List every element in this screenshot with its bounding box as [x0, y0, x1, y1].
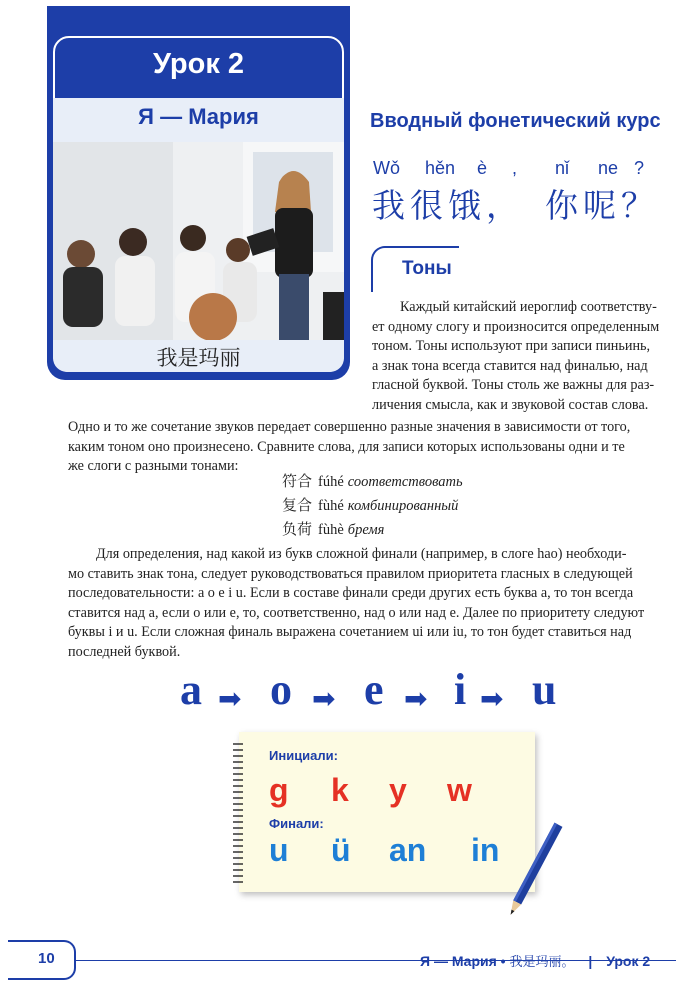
initial-letter: g — [269, 772, 289, 808]
classroom-photo-illustration — [53, 142, 344, 340]
footer-separator: | — [588, 953, 593, 969]
word-hanzi: 符合 — [282, 472, 313, 490]
footer-running-title — [420, 951, 650, 970]
text-line: тоном. Тоны используют при записи пиньинь, — [372, 338, 651, 354]
text-line: ставится над a, если o или e, то, соответственно, над o или над e. Далее по приоритету следуют — [68, 604, 645, 621]
footer-lesson-name: Я — Мария • — [420, 953, 506, 969]
lesson-photo — [53, 142, 344, 340]
footer-lesson-chinese: 我是玛丽。 — [509, 955, 575, 970]
hanzi-character: ？ — [621, 186, 654, 225]
text-line: последовательности: a o e i u. Если в составе финали среди других есть буква a, то тон всегда — [68, 585, 634, 601]
word-translation: бремя — [347, 522, 385, 538]
arrow-right-icon: ➡ — [480, 682, 504, 715]
word-pinyin: fùhé — [318, 498, 344, 514]
word-example — [282, 470, 463, 491]
lesson-card — [47, 6, 350, 380]
word-pinyin: fúhé — [318, 474, 344, 490]
footer-lesson-label: Урок 2 — [606, 953, 651, 969]
text-line: личения смысла, как и звуковой состав слова. — [372, 396, 649, 413]
arrow-right-icon: ➡ — [404, 682, 428, 715]
vowel-letter: a — [180, 665, 202, 714]
final-letter: an — [389, 832, 427, 868]
paragraph-tones-compare — [68, 418, 676, 477]
initial-letter: y — [389, 772, 407, 808]
final-letter: in — [471, 832, 500, 868]
vowel-letter: e — [364, 665, 384, 714]
hanzi-character: 呢 — [583, 186, 616, 225]
hanzi-character: 我 — [372, 186, 405, 225]
vowel-letter: o — [270, 665, 292, 714]
pinyin-syllable: ne — [598, 158, 619, 178]
spiral-binding-icon — [231, 738, 245, 886]
vowel-priority-sequence — [0, 664, 692, 718]
hanzi-character: 你 — [545, 186, 578, 225]
vowel-letter: i — [454, 665, 467, 714]
word-example — [282, 518, 384, 539]
word-translation: комбинированный — [347, 498, 459, 514]
initial-letter: w — [447, 772, 472, 808]
word-translation: соответствовать — [347, 474, 463, 490]
text-line: ет одному слогу и произносится определенным — [372, 318, 660, 335]
paragraph-tones-intro — [372, 298, 676, 415]
word-pinyin: fùhè — [318, 522, 344, 538]
final-letter: ü — [331, 832, 351, 868]
text-line: гласной буквой. Тоны столь же важны для раз- — [372, 377, 655, 393]
text-line: Каждый китайский иероглиф соответству- — [400, 299, 657, 315]
lesson-caption-chinese: 我是玛丽 — [156, 346, 241, 370]
text-line: Одно и то же сочетание звуков передает совершенно разные значения в зависимости от того, — [68, 419, 631, 435]
arrow-right-icon: ➡ — [312, 682, 336, 715]
pinyin-syllable: , — [512, 158, 518, 178]
pinyin-syllable: ? — [634, 158, 645, 178]
final-letter: u — [269, 832, 289, 868]
vowel-letter: u — [532, 665, 557, 714]
word-example — [282, 494, 458, 515]
hanzi-character: ， — [486, 186, 519, 225]
page-number: 10 — [38, 950, 55, 967]
pinyin-syllable: Wǒ — [373, 158, 400, 178]
lesson-subtitle: Я — Мария — [138, 104, 259, 129]
text-line: последней буквой. — [68, 643, 181, 660]
text-line: Для определения, над какой из букв сложной финали (например, в слоге hao) необходи- — [96, 546, 627, 562]
pinyin-syllable: hěn — [425, 158, 456, 178]
lesson-title: Урок 2 — [152, 48, 245, 80]
initial-letter: k — [331, 772, 349, 808]
text-line: мо ставить знак тона, следует руководствоваться правилом приоритета гласных в следующей — [68, 565, 633, 582]
pinyin-syllable: nǐ — [555, 158, 570, 178]
notepad — [239, 732, 535, 892]
finals-label: Финали: — [269, 816, 324, 831]
paragraph-tone-placement — [68, 545, 676, 662]
pinyin-syllable: è — [477, 158, 488, 178]
word-hanzi: 复合 — [282, 496, 313, 514]
pencil-icon — [505, 815, 565, 925]
hanzi-character: 很 — [410, 186, 443, 225]
course-title: Вводный фонетический курс — [370, 110, 661, 132]
hanzi-character: 饿 — [448, 186, 481, 225]
arrow-right-icon: ➡ — [218, 682, 242, 715]
text-line: а знак тона всегда ставится над финалью, над — [372, 357, 648, 374]
section-heading: Тоны — [402, 258, 452, 279]
text-line: каким тоном оно произнесено. Сравните слова, для записи которых использованы одни и те — [68, 438, 625, 455]
text-line: же слоги с разными тонами: — [68, 458, 239, 474]
word-hanzi: 负荷 — [282, 520, 313, 538]
initials-label: Инициали: — [269, 748, 338, 763]
text-line: буквы i и u. Если сложная финаль выражена сочетанием ui или iu, то тон будет ставиться над — [68, 624, 632, 640]
